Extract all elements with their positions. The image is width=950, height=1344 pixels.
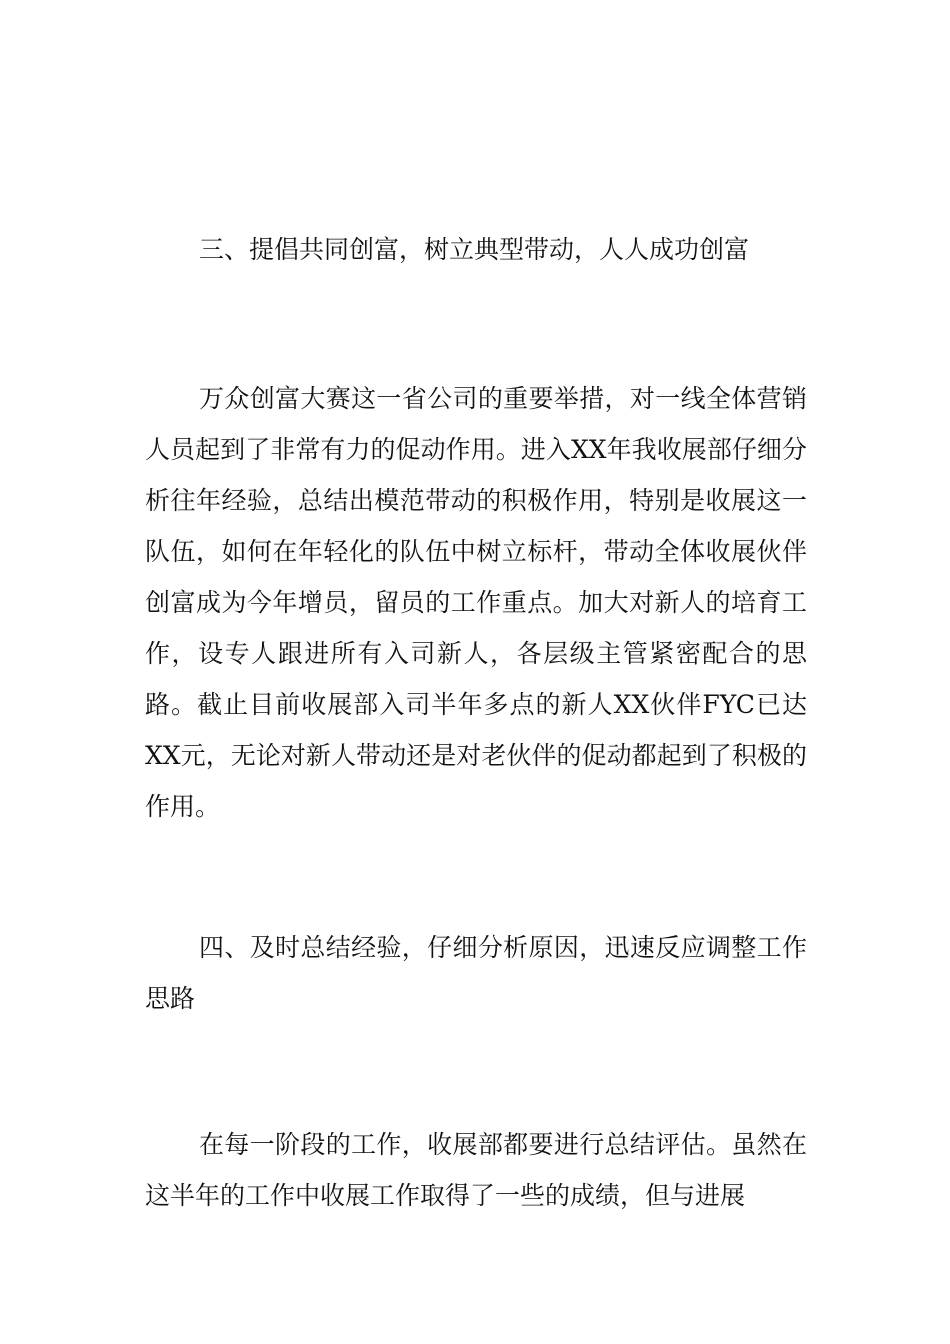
section-heading-3: 三、提倡共同创富，树立典型带动，人人成功创富 [199,235,750,264]
paragraph-section-4: 在每一阶段的工作，收展部都要进行总结评估。虽然在这半年的工作中收展工作取得了一些的成绩，但与进展 [145,1130,807,1210]
section-heading-4: 四、及时总结经验，仔细分析原因，迅速反应调整工作思路 [145,933,807,1013]
paragraph-section-3: 万众创富大赛这一省公司的重要举措，对一线全体营销人员起到了非常有力的促动作用。进入XX年我收展部仔细分析往年经验，总结出模范带动的积极作用，特别是收展这一队伍，如何在年轻化的队伍中树立标杆，带动全体收展伙伴创富成为今年增员，留员的工作重点。加大对新人的培育工作，设专人跟进所有入司新人，各层级主管紧密配合的思路。截止目前收展部入司半年多点的新人XX伙伴FYC已达XX元，无论对新人带动还是对老伙伴的促动都起到了积极的作用。 [145,384,807,821]
